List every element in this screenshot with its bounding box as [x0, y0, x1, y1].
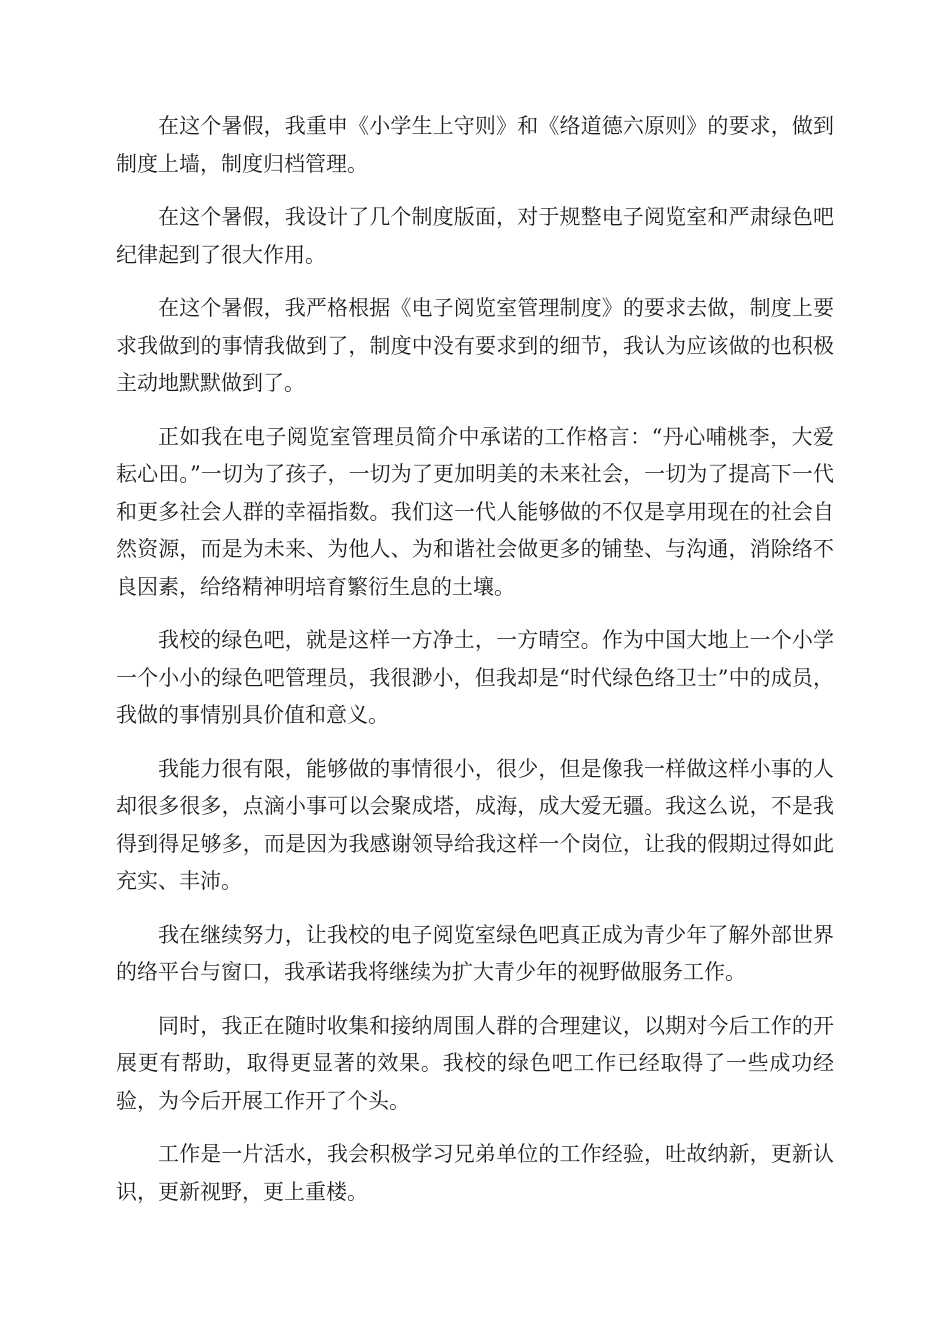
- document-body: [116, 108, 834, 1227]
- paragraph-8: 同时，我正在随时收集和接纳周围人群的合理建议，以期对今后工作的开展更有帮助，取得更显著的效果。我校的绿色吧工作已经取得了一些成功经验，为今后开展工作开了个头。: [116, 1013, 834, 1113]
- paragraph-6: 我能力很有限，能够做的事情很小，很少，但是像我一样做这样小事的人却很多很多，点滴小事可以会聚成塔，成海，成大爱无疆。我这么说，不是我得到得足够多，而是因为我感谢领导给我这样一个岗位，让我的假期过得如此充实、丰沛。: [116, 756, 834, 893]
- paragraph-4: 正如我在电子阅览室管理员简介中承诺的工作格言：“丹心哺桃李，大爱耘心田。”一切为了孩子，一切为了更加明美的未来社会，一切为了提高下一代和更多社会人群的幸福指数。我们这一代人能够做的不仅是享用现在的社会自然资源，而是为未来、为他人、为和谐社会做更多的铺垫、与沟通，消除络不良因素，给络精神明培育繁衍生息的土壤。: [116, 424, 834, 599]
- paragraph-3: 在这个暑假，我严格根据《电子阅览室管理制度》的要求去做，制度上要求我做到的事情我做到了，制度中没有要求到的细节，我认为应该做的也积极主动地默默做到了。: [116, 296, 834, 395]
- paragraph-5: 我校的绿色吧，就是这样一方净土，一方晴空。作为中国大地上一个小学一个小小的绿色吧管理员，我很渺小，但我却是“时代绿色络卫士”中的成员，我做的事情别具价值和意义。: [116, 628, 834, 727]
- paragraph-1: 在这个暑假，我重申《小学生上守则》和《络道德六原则》的要求，做到制度上墙，制度归档管理。: [116, 114, 834, 176]
- paragraph-7: 我在继续努力，让我校的电子阅览室绿色吧真正成为青少年了解外部世界的络平台与窗口，我承诺我将继续为扩大青少年的视野做服务工作。: [116, 922, 834, 984]
- paragraph-9: 工作是一片活水，我会积极学习兄弟单位的工作经验，吐故纳新，更新认识，更新视野，更上重楼。: [116, 1142, 834, 1204]
- paragraph-2: 在这个暑假，我设计了几个制度版面，对于规整电子阅览室和严肃绿色吧纪律起到了很大作用。: [116, 205, 834, 267]
